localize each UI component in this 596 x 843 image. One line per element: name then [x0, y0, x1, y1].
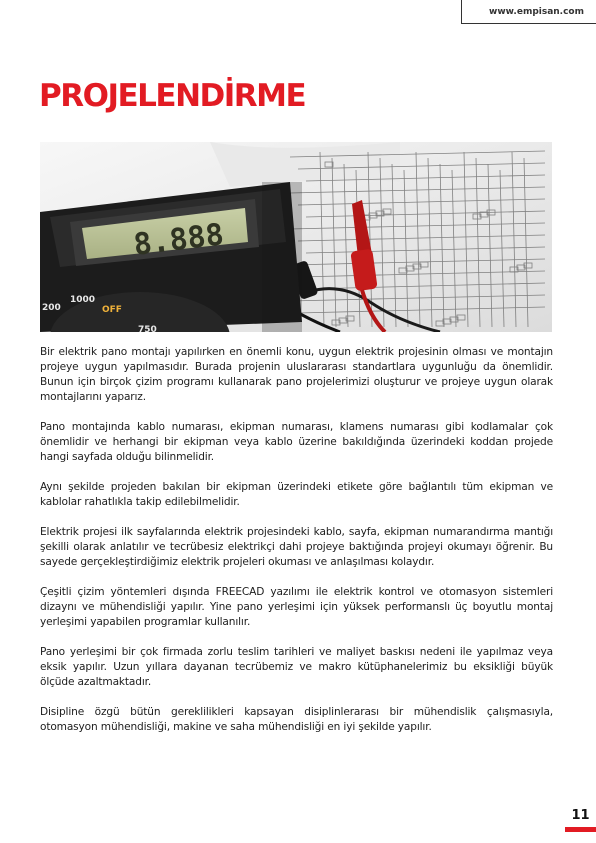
svg-text:8.888: 8.888 — [131, 217, 226, 263]
paragraph: Çeşitli çizim yöntemleri dışında FREECAD yazılımı ile elektrik kontrol ve otomasyon sistemleri dizaynı ve mühendisliği yapılır. Yine pano yerleşimi için yüksek performanslı üç boyutlu montaj yerleşimi yapabilen programlar kullanılır. — [40, 586, 553, 628]
paragraph: Aynı şekilde projeden bakılan bir ekipman üzerindeki etikete göre bağlantılı tüm ekipman ve kablolar rahatlıkla takip edilebilmelidir. — [40, 481, 553, 508]
paragraph: Bir elektrik pano montajı yapılırken en önemli konu, uygun elektrik projesinin olması ve montajın projeye uygun yapılmasıdır. Burada projenin uluslararası standartlara uygunluğu da önemlidir. Bunun için birçok çizim programı kullanarak pano projelerimizi oluşturur ve projeye uygun olarak montajlarını yaparız. — [40, 346, 553, 403]
paragraph: Disipline özgü bütün gereklilikleri kapsayan disiplinlerarası bir mühendislik çalışmasıyla, otomasyon mühendisliği, makine ve saha mühendisliği en iyi şekilde yapılır. — [40, 706, 553, 733]
body-text — [40, 345, 553, 750]
paragraph: Pano montajında kablo numarası, ekipman numarası, klamens numarası gibi kodlamalar çok önemlidir ve herhangi bir ekipman veya kablo üzerine bakıldığında üzerindeki koddan projede hangi sayfada olduğu bilinmelidir. — [40, 421, 553, 463]
page-title: PROJELENDİRME — [39, 78, 306, 114]
multimeter-on-schematic-photo — [40, 142, 552, 332]
dial-label-1000: 1000 — [70, 295, 96, 305]
header-tab — [461, 0, 596, 24]
dial-label-200: 200 — [42, 303, 61, 313]
dial-label-off: OFF — [102, 305, 122, 315]
dial-label-750: 750 — [138, 325, 157, 332]
page-number: 11 — [571, 808, 590, 823]
paragraph: Pano yerleşimi bir çok firmada zorlu teslim tarihleri ve maliyet baskısı nedeni ile yapılmaz veya eksik yapılır. Uzun yıllara dayanan tecrübemiz ve makro kütüphanelerimiz bu eksikliği büyük ölçüde azaltmaktadır. — [40, 646, 553, 688]
website-url[interactable]: www.empisan.com — [489, 7, 584, 17]
paragraph: Elektrik projesi ilk sayfalarında elektrik projesindeki kablo, sayfa, ekipman numarandırma mantığı şekilli olarak anlatılır ve tecrübesiz elektrikçi dahi projeye baktığında projeyi okumayı öğrenir. Bu sayede gerçekleştirdiğimiz elektrik projeleri okuması ve anlaşılması kolaydır. — [40, 526, 553, 568]
page-number-bar — [565, 827, 596, 832]
